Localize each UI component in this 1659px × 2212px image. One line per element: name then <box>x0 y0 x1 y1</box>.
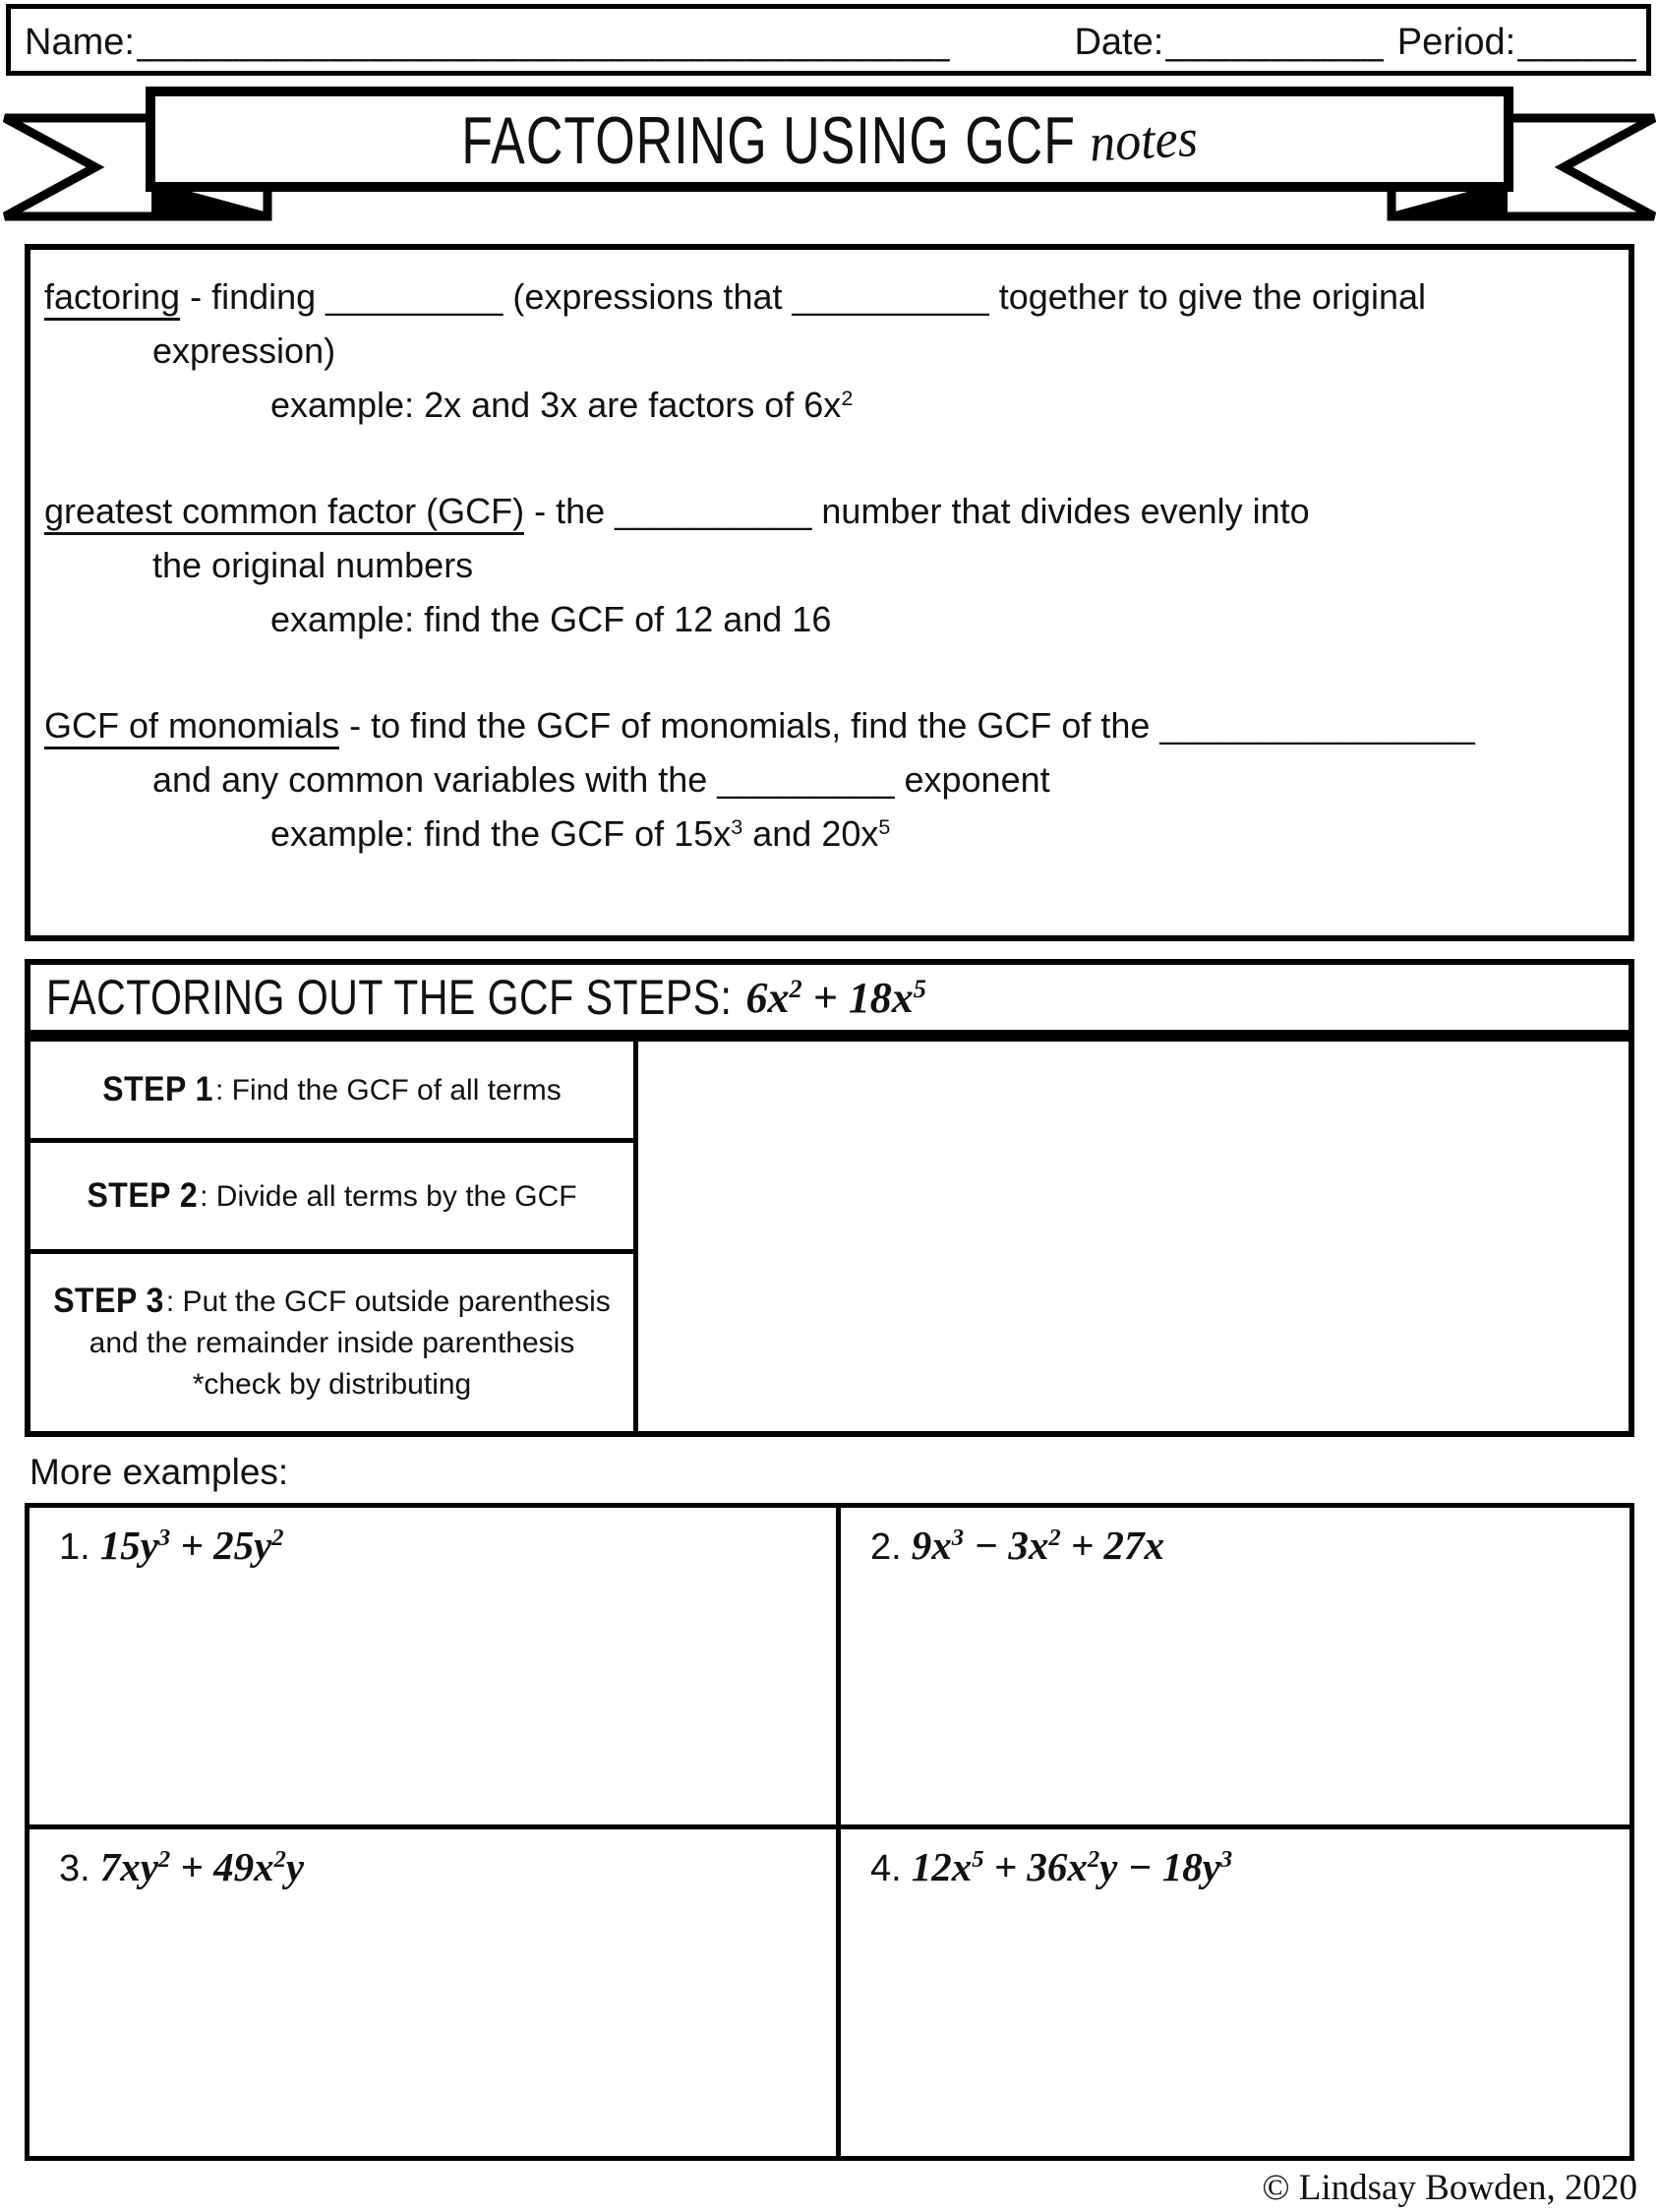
name-label: Name: <box>25 22 135 63</box>
date-label: Date: <box>1074 22 1164 63</box>
name-blank-line: _________________________________________ <box>136 22 949 63</box>
period-blank-line: ______ <box>1517 22 1636 63</box>
definition-example: example: find the GCF of 12 and 16 <box>270 599 832 639</box>
example-1-expression: $15y^3 + 25y^2$ <box>99 1523 284 1568</box>
step-1-label: STEP 1 <box>102 1069 213 1108</box>
definition-example: example: 2x and 3x are factors of $6x^2$ <box>270 385 854 425</box>
date-blank-line: ___________ <box>1165 22 1384 63</box>
step-3-label: STEP 3 <box>53 1281 164 1320</box>
step-1-row <box>30 1042 633 1143</box>
steps-column <box>30 1042 638 1431</box>
example-2-number: 2. <box>870 1526 902 1568</box>
definition-gcf-monomials <box>44 698 1613 861</box>
definitions-box <box>25 244 1634 941</box>
example-cell-3 <box>30 1824 836 2156</box>
definition-line: the original numbers <box>152 545 474 585</box>
steps-section-header <box>25 959 1634 1036</box>
title-banner <box>0 85 1659 232</box>
page-title-text: FACTORING USING GCF <box>461 103 1076 179</box>
definition-term: factoring <box>44 276 180 321</box>
definition-line: and any common variables with the _________ exponent <box>152 759 1050 800</box>
definition-line: expression) <box>152 330 336 371</box>
step-3-row <box>30 1254 633 1431</box>
copyright-text: © Lindsay Bowden, 2020 <box>1262 2168 1637 2208</box>
steps-example-expression: $6x^2 + 18x^5$ <box>745 973 926 1022</box>
steps-workspace-cell <box>638 1042 1629 1431</box>
example-cell-1 <box>30 1508 836 1824</box>
definition-factoring <box>44 269 1613 432</box>
example-cell-2 <box>836 1508 1629 1824</box>
definition-gcf <box>44 484 1613 646</box>
definition-text: - to find the GCF of monomials, find the GCF of the ________________ <box>339 705 1475 746</box>
example-1-number: 1. <box>59 1526 90 1568</box>
step-3-text: : Put the GCF outside parenthesis and the remainder inside parenthesis *check by distributing <box>89 1285 611 1401</box>
example-2-expression: $9x^3 - 3x^2 + 27x$ <box>911 1523 1165 1568</box>
example-cell-4 <box>836 1824 1629 2156</box>
definition-line <box>44 698 1613 752</box>
definition-example: example: find the GCF of $15x^3$ and $20x^5$ <box>270 813 891 854</box>
steps-section-title: FACTORING OUT THE GCF STEPS: <box>46 969 733 1025</box>
definition-line <box>44 484 1613 538</box>
example-4-number: 4. <box>870 1848 902 1889</box>
step-1-text: : Find the GCF of all terms <box>214 1074 562 1106</box>
step-2-text: : Divide all terms by the GCF <box>200 1180 577 1213</box>
more-examples-label: More examples: <box>30 1452 289 1492</box>
example-3-number: 3. <box>59 1848 90 1889</box>
page-title <box>149 94 1510 188</box>
example-3-expression: $7xy^2 + 49x^2y$ <box>99 1844 305 1889</box>
period-label: Period: <box>1396 22 1516 63</box>
steps-table <box>25 1036 1634 1437</box>
page-title-script: notes <box>1088 108 1200 174</box>
example-4-expression: $12x^5 + 36x^2y - 18y^3$ <box>911 1844 1233 1889</box>
definition-text: - finding _________ (expressions that __________ together to give the original <box>180 276 1426 317</box>
step-2-row <box>30 1143 633 1254</box>
definition-text: - the __________ number that divides evenly into <box>524 491 1310 531</box>
step-2-label: STEP 2 <box>87 1175 199 1215</box>
name-date-period-bar <box>6 4 1651 76</box>
definition-term: GCF of monomials <box>44 705 339 749</box>
definition-line <box>44 269 1613 324</box>
examples-table <box>25 1503 1634 2161</box>
definition-term: greatest common factor (GCF) <box>44 491 524 535</box>
